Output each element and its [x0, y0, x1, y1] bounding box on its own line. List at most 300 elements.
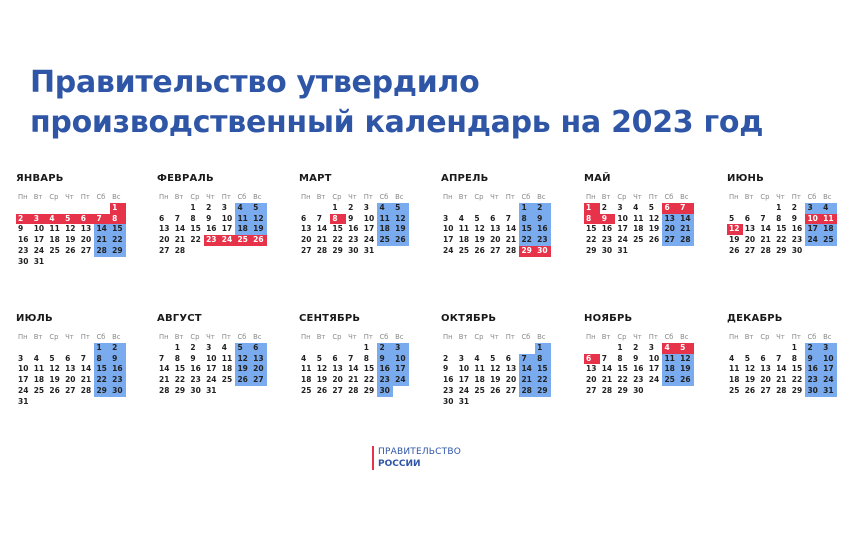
day-cell: 14 — [94, 224, 110, 235]
empty-cell — [315, 343, 331, 354]
day-cell: 12 — [648, 213, 660, 223]
day-cell: 21 — [760, 235, 771, 245]
day-cell: 3 — [221, 202, 227, 212]
day-cell: 14 — [316, 224, 328, 234]
day-cell: 4 — [633, 202, 639, 212]
day-cell: 15 — [617, 364, 628, 374]
day-cell: 22 — [332, 235, 343, 245]
day-cell: 15 — [363, 364, 375, 374]
day-cell: 1 — [776, 202, 782, 212]
day-cell: 22 — [110, 235, 126, 246]
month-days-grid — [299, 192, 414, 257]
day-cell: 15 — [791, 364, 803, 374]
month-days-grid — [441, 332, 556, 408]
day-cell: 4 — [301, 353, 307, 363]
day-cell: 19 — [490, 375, 501, 385]
day-cell: 11 — [474, 364, 485, 374]
day-cell: 14 — [505, 224, 517, 234]
day-cell: 11 — [377, 214, 393, 225]
weekday-header: Ср — [49, 333, 59, 341]
day-cell: 30 — [791, 245, 803, 255]
weekday-header: Вт — [601, 193, 611, 201]
weekday-header: Пт — [80, 193, 90, 201]
day-cell: 13 — [80, 224, 92, 234]
month-name: АПРЕЛЬ — [441, 173, 489, 184]
day-cell: 12 — [490, 364, 501, 374]
empty-cell — [173, 203, 189, 214]
day-cell: 13 — [301, 224, 312, 234]
day-cell: 8 — [535, 354, 551, 365]
day-cell: 2 — [601, 202, 607, 212]
day-cell: 12 — [316, 364, 328, 374]
weekday-header: Пн — [18, 333, 28, 341]
weekday-header: Вт — [744, 333, 754, 341]
empty-cell — [457, 343, 473, 354]
weekday-header: Чт — [633, 333, 642, 341]
day-cell: 9 — [348, 213, 354, 223]
day-cell: 27 — [662, 235, 678, 246]
weekday-header: Вт — [458, 333, 468, 341]
month-name: МАРТ — [299, 173, 332, 184]
day-cell: 28 — [678, 235, 694, 246]
weekday-header: Сб — [96, 333, 106, 341]
day-cell: 20 — [662, 224, 678, 235]
day-cell: 22 — [535, 375, 551, 386]
day-cell: 11 — [235, 214, 251, 225]
day-cell: 13 — [159, 224, 170, 234]
day-cell: 18 — [49, 235, 60, 245]
month-calendar — [16, 312, 131, 408]
weekday-header: Чт — [490, 193, 499, 201]
day-cell: 8 — [94, 354, 110, 365]
day-cell: 14 — [80, 364, 92, 374]
day-cell: 24 — [648, 375, 660, 385]
page-title — [30, 63, 763, 143]
month-calendar — [16, 172, 131, 268]
weekday-header: Вс — [680, 333, 689, 341]
day-cell: 7 — [678, 203, 694, 214]
day-cell: 12 — [474, 224, 485, 234]
day-cell: 17 — [33, 235, 45, 245]
day-cell: 13 — [744, 224, 756, 234]
day-cell: 4 — [729, 353, 735, 363]
day-cell: 16 — [18, 235, 29, 245]
day-cell: 26 — [648, 235, 660, 245]
day-cell: 3 — [617, 202, 623, 212]
day-cell: 28 — [601, 385, 613, 395]
day-cell: 4 — [662, 343, 678, 354]
day-cell: 1 — [519, 203, 535, 214]
day-cell: 6 — [505, 353, 511, 363]
day-cell: 21 — [80, 375, 92, 385]
day-cell: 30 — [535, 246, 551, 257]
day-cell: 24 — [821, 375, 837, 386]
empty-cell — [441, 203, 457, 214]
day-cell: 29 — [332, 245, 343, 255]
day-cell: 11 — [301, 364, 312, 374]
weekday-header: Чт — [776, 333, 785, 341]
day-cell: 13 — [662, 214, 678, 225]
weekday-header: Пн — [159, 333, 169, 341]
day-cell: 23 — [110, 375, 126, 386]
day-cell: 19 — [393, 224, 409, 235]
weekday-header: Чт — [206, 193, 215, 201]
month-calendar — [584, 172, 699, 257]
day-cell: 25 — [235, 235, 251, 246]
day-cell: 9 — [535, 214, 551, 225]
month-name: АВГУСТ — [157, 313, 202, 324]
weekday-header: Сб — [521, 333, 531, 341]
weekday-header: Сб — [807, 333, 817, 341]
empty-cell — [504, 203, 520, 214]
day-cell: 28 — [505, 245, 517, 255]
day-cell: 21 — [776, 375, 787, 385]
empty-cell — [315, 203, 331, 214]
day-cell: 17 — [393, 364, 409, 375]
day-cell: 11 — [458, 224, 470, 234]
day-cell: 15 — [535, 364, 551, 375]
day-cell: 2 — [110, 343, 126, 354]
day-cell: 12 — [65, 224, 76, 234]
day-cell: 18 — [821, 224, 837, 235]
day-cell: 6 — [65, 353, 71, 363]
day-cell: 17 — [821, 364, 837, 375]
day-cell: 26 — [65, 245, 76, 255]
day-cell: 19 — [49, 375, 60, 385]
empty-cell — [600, 343, 616, 354]
weekday-header: Вт — [174, 333, 184, 341]
weekday-header: Пт — [221, 193, 231, 201]
day-cell: 24 — [220, 235, 236, 246]
day-cell: 26 — [393, 235, 409, 246]
day-cell: 7 — [348, 353, 354, 363]
empty-cell — [727, 343, 743, 354]
weekday-header: Вс — [395, 333, 404, 341]
day-cell: 28 — [519, 386, 535, 397]
day-cell: 26 — [316, 385, 328, 395]
weekday-header: Вс — [253, 333, 262, 341]
month-days-grid — [727, 332, 842, 397]
weekday-header: Пт — [648, 193, 658, 201]
month-days-grid — [157, 192, 272, 257]
day-cell: 25 — [821, 235, 837, 246]
weekday-header: Вс — [680, 193, 689, 201]
day-cell: 9 — [791, 213, 797, 223]
day-cell: 5 — [393, 203, 409, 214]
day-cell: 16 — [377, 364, 393, 375]
day-cell: 20 — [586, 375, 597, 385]
empty-cell — [743, 203, 759, 214]
day-cell: 7 — [760, 213, 766, 223]
month-calendar — [299, 172, 414, 257]
weekday-header: Пн — [301, 193, 311, 201]
day-cell: 25 — [662, 375, 678, 386]
empty-cell — [743, 343, 759, 354]
month-calendar — [441, 172, 556, 257]
month-days-grid — [16, 332, 131, 408]
empty-cell — [32, 203, 48, 214]
empty-cell — [94, 203, 110, 214]
month-name: НОЯБРЬ — [584, 313, 633, 324]
day-cell: 12 — [49, 364, 60, 374]
day-cell: 10 — [33, 224, 45, 234]
day-cell: 23 — [204, 235, 220, 246]
weekday-header: Вс — [537, 193, 546, 201]
day-cell: 19 — [648, 224, 660, 234]
weekday-header: Пн — [729, 333, 739, 341]
day-cell: 20 — [159, 235, 170, 245]
weekday-header: Вт — [601, 333, 611, 341]
day-cell: 4 — [458, 213, 464, 223]
day-cell: 30 — [601, 245, 613, 255]
weekday-header: Пт — [648, 333, 658, 341]
day-cell: 11 — [33, 364, 45, 374]
empty-cell — [727, 203, 743, 214]
day-cell: 13 — [490, 224, 501, 234]
weekday-header: Сб — [237, 193, 247, 201]
day-cell: 30 — [190, 385, 201, 395]
day-cell: 3 — [648, 342, 654, 352]
day-cell: 14 — [760, 224, 771, 234]
day-cell: 10 — [617, 213, 628, 223]
day-cell: 1 — [174, 342, 180, 352]
month-calendar — [441, 312, 556, 408]
day-cell: 28 — [760, 245, 771, 255]
day-cell: 3 — [805, 203, 821, 214]
day-cell: 6 — [584, 354, 600, 365]
empty-cell — [16, 203, 32, 214]
weekday-header: Ср — [474, 333, 484, 341]
empty-cell — [63, 203, 79, 214]
day-cell: 15 — [586, 224, 597, 234]
day-cell: 8 — [791, 353, 797, 363]
empty-cell — [47, 343, 63, 354]
day-cell: 19 — [251, 224, 267, 235]
day-cell: 8 — [174, 353, 180, 363]
day-cell: 13 — [65, 364, 76, 374]
day-cell: 29 — [110, 246, 126, 257]
day-cell: 23 — [791, 235, 803, 245]
day-cell: 10 — [363, 213, 375, 223]
day-cell: 19 — [678, 364, 694, 375]
day-cell: 13 — [251, 354, 267, 365]
weekday-header: Пт — [505, 333, 515, 341]
day-cell: 27 — [505, 385, 517, 395]
day-cell: 1 — [791, 342, 797, 352]
weekday-header: Ср — [760, 193, 770, 201]
weekday-header: Сб — [379, 333, 389, 341]
day-cell: 14 — [348, 364, 359, 374]
day-cell: 11 — [821, 214, 837, 225]
weekday-header: Пт — [791, 193, 801, 201]
day-cell: 9 — [633, 353, 639, 363]
day-cell: 3 — [821, 343, 837, 354]
day-cell: 16 — [110, 364, 126, 375]
day-cell: 2 — [348, 202, 354, 212]
day-cell: 19 — [474, 235, 485, 245]
empty-cell — [157, 343, 173, 354]
day-cell: 10 — [393, 354, 409, 365]
weekday-header: Сб — [379, 193, 389, 201]
day-cell: 15 — [190, 224, 201, 234]
day-cell: 22 — [791, 375, 803, 385]
day-cell: 30 — [443, 396, 454, 406]
day-cell: 14 — [174, 224, 186, 234]
day-cell: 13 — [505, 364, 517, 374]
day-cell: 10 — [805, 214, 821, 225]
weekday-header: Пн — [586, 193, 596, 201]
day-cell: 15 — [776, 224, 787, 234]
day-cell: 7 — [159, 353, 165, 363]
day-cell: 21 — [316, 235, 328, 245]
empty-cell — [504, 343, 520, 354]
empty-cell — [519, 343, 535, 354]
day-cell: 1 — [190, 202, 196, 212]
day-cell: 19 — [235, 364, 251, 375]
day-cell: 23 — [535, 235, 551, 246]
day-cell: 5 — [49, 353, 55, 363]
day-cell: 10 — [206, 353, 217, 363]
day-cell: 27 — [301, 245, 312, 255]
day-cell: 10 — [443, 224, 454, 234]
day-cell: 28 — [776, 385, 787, 395]
day-cell: 16 — [601, 224, 613, 234]
day-cell: 24 — [443, 245, 454, 255]
day-cell: 20 — [65, 375, 76, 385]
day-cell: 30 — [110, 386, 126, 397]
day-cell: 17 — [206, 364, 217, 374]
day-cell: 25 — [49, 245, 60, 255]
weekday-header: Ср — [617, 193, 627, 201]
day-cell: 27 — [159, 245, 170, 255]
day-cell: 28 — [348, 385, 359, 395]
day-cell: 17 — [617, 224, 628, 234]
day-cell: 7 — [316, 213, 322, 223]
day-cell: 15 — [332, 224, 343, 234]
day-cell: 15 — [94, 364, 110, 375]
month-days-grid — [727, 192, 842, 257]
day-cell: 18 — [458, 235, 470, 245]
day-cell: 7 — [776, 353, 782, 363]
logo-line-1: ПРАВИТЕЛЬСТВО — [378, 447, 462, 457]
weekday-header: Чт — [490, 333, 499, 341]
weekday-header: Вс — [823, 193, 832, 201]
day-cell: 5 — [729, 213, 735, 223]
day-cell: 5 — [235, 343, 251, 354]
day-cell: 22 — [94, 375, 110, 386]
empty-cell — [299, 203, 315, 214]
day-cell: 14 — [678, 214, 694, 225]
weekday-header: Чт — [633, 193, 642, 201]
day-cell: 23 — [633, 375, 644, 385]
day-cell: 17 — [18, 375, 29, 385]
day-cell: 20 — [760, 375, 771, 385]
day-cell: 21 — [94, 235, 110, 246]
logo-line-2: РОССИИ — [378, 459, 421, 469]
day-cell: 4 — [235, 203, 251, 214]
day-cell: 29 — [617, 385, 628, 395]
day-cell: 25 — [633, 235, 644, 245]
day-cell: 27 — [586, 385, 597, 395]
day-cell: 26 — [235, 375, 251, 386]
month-calendar — [727, 172, 842, 257]
day-cell: 27 — [332, 385, 343, 395]
month-name: ИЮНЬ — [727, 173, 764, 184]
empty-cell — [758, 343, 774, 354]
day-cell: 9 — [206, 213, 212, 223]
day-cell: 2 — [377, 343, 393, 354]
weekday-header: Пт — [221, 333, 231, 341]
empty-cell — [32, 343, 48, 354]
day-cell: 31 — [33, 256, 45, 266]
day-cell: 20 — [80, 235, 92, 245]
day-cell: 21 — [348, 375, 359, 385]
day-cell: 18 — [221, 364, 233, 374]
day-cell: 25 — [377, 235, 393, 246]
day-cell: 6 — [301, 213, 307, 223]
day-cell: 5 — [474, 213, 480, 223]
weekday-header: Ср — [617, 333, 627, 341]
weekday-header: Сб — [237, 333, 247, 341]
day-cell: 29 — [363, 385, 375, 395]
day-cell: 11 — [221, 353, 233, 363]
day-cell: 7 — [80, 353, 86, 363]
empty-cell — [584, 343, 600, 354]
day-cell: 29 — [174, 385, 186, 395]
day-cell: 15 — [174, 364, 186, 374]
day-cell: 26 — [251, 235, 267, 246]
day-cell: 27 — [80, 245, 92, 255]
day-cell: 9 — [443, 364, 449, 374]
day-cell: 5 — [251, 203, 267, 214]
day-cell: 20 — [505, 375, 517, 385]
day-cell: 31 — [821, 386, 837, 397]
day-cell: 24 — [617, 235, 628, 245]
empty-cell — [157, 203, 173, 214]
day-cell: 10 — [821, 354, 837, 365]
day-cell: 3 — [458, 353, 464, 363]
empty-cell — [441, 343, 457, 354]
day-cell: 24 — [33, 245, 45, 255]
day-cell: 1 — [363, 342, 369, 352]
month-calendar — [584, 312, 699, 397]
day-cell: 10 — [18, 364, 29, 374]
weekday-header: Пн — [443, 193, 453, 201]
day-cell: 5 — [744, 353, 750, 363]
day-cell: 24 — [393, 375, 409, 386]
weekday-header: Чт — [348, 333, 357, 341]
day-cell: 22 — [363, 375, 375, 385]
government-logo — [372, 446, 461, 470]
day-cell: 29 — [535, 386, 551, 397]
day-cell: 9 — [18, 224, 24, 234]
day-cell: 5 — [648, 202, 654, 212]
day-cell: 29 — [94, 386, 110, 397]
day-cell: 10 — [221, 213, 233, 223]
day-cell: 16 — [206, 224, 217, 234]
day-cell: 15 — [110, 224, 126, 235]
day-cell: 22 — [190, 235, 201, 245]
empty-cell — [488, 203, 504, 214]
empty-cell — [330, 343, 346, 354]
weekday-header: Пн — [443, 333, 453, 341]
day-cell: 4 — [33, 353, 39, 363]
day-cell: 3 — [206, 342, 212, 352]
empty-cell — [79, 203, 95, 214]
day-cell: 18 — [377, 224, 393, 235]
day-cell: 13 — [760, 364, 771, 374]
day-cell: 21 — [678, 224, 694, 235]
